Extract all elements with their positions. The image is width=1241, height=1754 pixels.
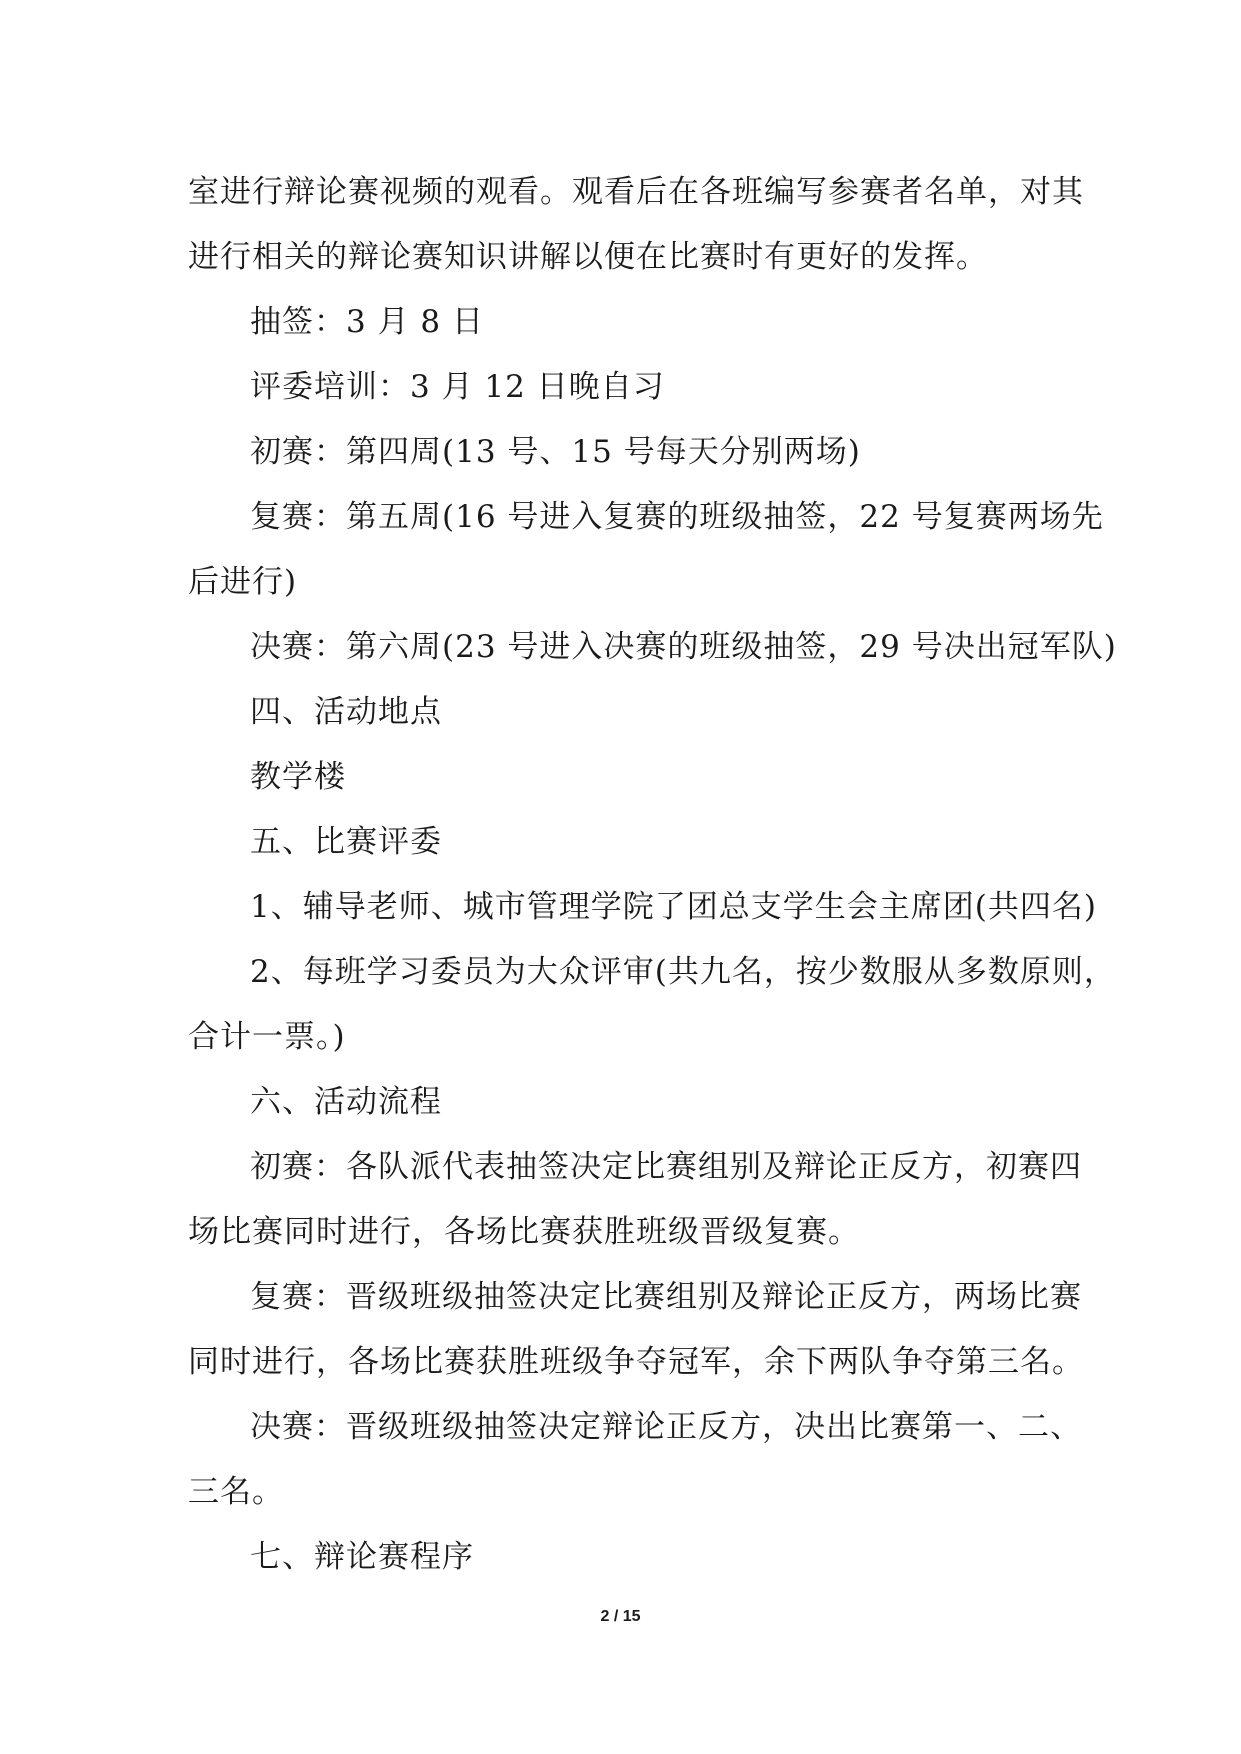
schedule-semifinal-cont: 后进行)	[188, 564, 298, 600]
process-final-cont: 三名。	[188, 1474, 284, 1510]
judges-item-1: 1、辅导老师、城市管理学院了团总支学生会主席团(共四名)	[250, 889, 1097, 925]
schedule-semifinal: 复赛：第五周(16 号进入复赛的班级抽签，22 号复赛两场先	[250, 499, 1104, 535]
paragraph-line: 进行相关的辩论赛知识讲解以便在比赛时有更好的发挥。	[188, 239, 988, 275]
process-semifinal-cont: 同时进行，各场比赛获胜班级争夺冠军，余下两队争夺第三名。	[188, 1344, 1084, 1380]
process-preliminary-cont: 场比赛同时进行，各场比赛获胜班级晋级复赛。	[188, 1214, 860, 1250]
schedule-judge-training: 评委培训：3 月 12 日晚自习	[250, 369, 665, 405]
location-text: 教学楼	[250, 759, 346, 795]
process-final: 决赛：晋级班级抽签决定辩论正反方，决出比赛第一、二、	[250, 1409, 1082, 1445]
judges-item-2-cont: 合计一票。)	[188, 1019, 346, 1055]
document-body	[188, 160, 1117, 1590]
page-number: 2 / 15	[600, 1608, 641, 1625]
schedule-draw: 抽签：3 月 8 日	[250, 304, 485, 340]
section-heading-debate-procedure: 七、辩论赛程序	[250, 1539, 474, 1575]
process-preliminary: 初赛：各队派代表抽签决定比赛组别及辩论正反方，初赛四	[250, 1149, 1082, 1185]
schedule-final: 决赛：第六周(23 号进入决赛的班级抽签，29 号决出冠军队)	[250, 629, 1117, 665]
schedule-preliminary: 初赛：第四周(13 号、15 号每天分别两场)	[250, 434, 861, 470]
section-heading-location: 四、活动地点	[250, 694, 442, 730]
section-heading-judges: 五、比赛评委	[250, 824, 442, 860]
judges-item-2: 2、每班学习委员为大众评审(共九名，按少数服从多数原则，	[250, 954, 1116, 990]
section-heading-process: 六、活动流程	[250, 1084, 442, 1120]
process-semifinal: 复赛：晋级班级抽签决定比赛组别及辩论正反方，两场比赛	[250, 1279, 1082, 1315]
paragraph-line: 室进行辩论赛视频的观看。观看后在各班编写参赛者名单，对其	[188, 174, 1084, 210]
